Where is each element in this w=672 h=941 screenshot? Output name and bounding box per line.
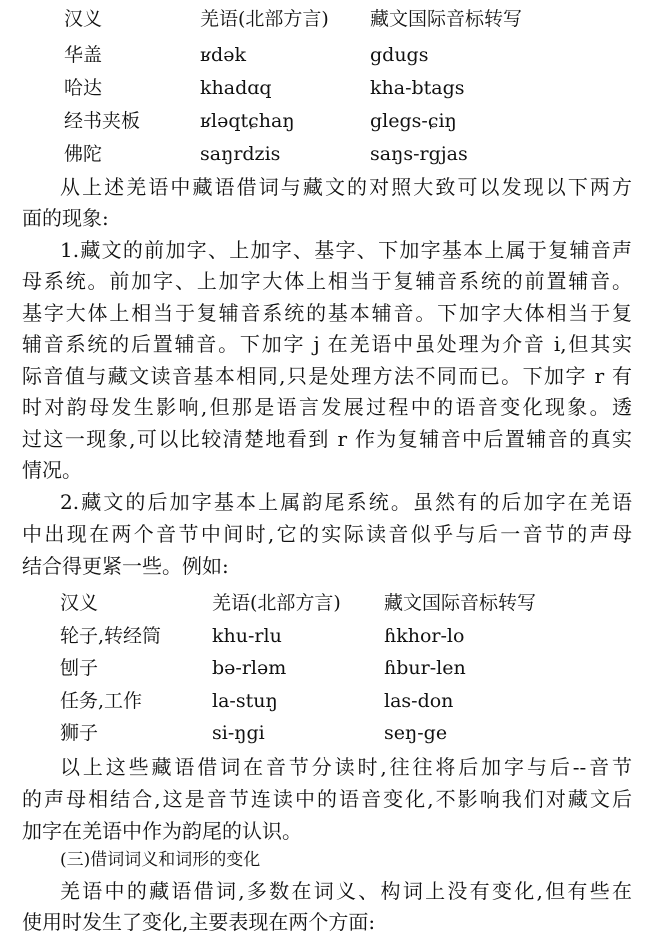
paragraph-line: 辅音系统的后置辅音。下加字 j 在羌语中虽处理为介音 i,但其实 [22,332,632,356]
section-subheading: (三)借词词义和词形的变化 [60,850,261,870]
table1-cell-meaning: 佛陀 [64,143,103,165]
paragraph-line: 的声母相结合,这是音节连读中的语音变化,不影响我们对藏文后 [22,787,632,811]
table1-cell-qiang: ʁləqtɕhaŋ [200,110,295,132]
paragraph-line: 中出现在两个音节中间时,它的实际读音似乎与后一音节的声母 [22,522,632,546]
paragraph-line: 以上这些藏语借词在音节分读时,往往将后加字与后--音节 [60,755,632,779]
table2-cell-meaning: 轮子,转经筒 [60,625,162,647]
table2-cell-tibetan: seŋ-ge [384,722,448,744]
table1-header-tibetan: 藏文国际音标转写 [370,8,523,30]
paragraph-line: 1.藏文的前加字、上加字、基字、下加字基本上属于复辅音声 [60,238,632,262]
table1-cell-meaning: 哈达 [64,77,103,99]
table1-cell-meaning: 华盖 [64,44,103,66]
table2-cell-tibetan: ɦkhor-lo [384,625,465,647]
paragraph-line: 面的现象: [22,206,109,230]
paragraph-line: 际音值与藏文读音基本相同,只是处理方法不同而已。下加字 r 有 [22,364,632,388]
table2-cell-meaning: 任务,工作 [60,690,143,712]
paragraph-line: 基字大体上相当于复辅音系统的基本辅音。下加字大体相当于复 [22,301,632,325]
paragraph-line: 情况。 [22,458,82,482]
table2-cell-meaning: 狮子 [60,722,99,744]
table2-cell-qiang: khu-rlu [212,625,282,647]
table2-cell-meaning: 刨子 [60,657,99,679]
table1-cell-tibetan: saŋs-rgjas [370,143,468,165]
table1-cell-tibetan: glegs-ɕiŋ [370,110,457,132]
paragraph-line: 从上述羌语中藏语借词与藏文的对照大致可以发现以下两方 [60,175,632,199]
table2-header-tibetan: 藏文国际音标转写 [384,592,537,614]
table2-cell-tibetan: ɦbur-len [384,657,466,679]
paragraph-line: 母系统。前加字、上加字大体上相当于复辅音系统的前置辅音。 [22,269,632,293]
table1-cell-meaning: 经书夹板 [64,110,141,132]
paragraph-line: 使用时发生了变化,主要表现在两个方面: [22,910,376,934]
paragraph-line: 羌语中的藏语借词,多数在词义、构词上没有变化,但有些在 [60,879,632,903]
table2-cell-qiang: la-stuŋ [212,690,278,712]
table1-cell-tibetan: kha-btags [370,77,465,99]
table1-cell-qiang: saŋrdzis [200,143,281,165]
table1-cell-qiang: ʁdək [200,44,246,66]
table2-header-qiang: 羌语(北部方言) [212,592,341,614]
paragraph-line: 结合得更紧一些。例如: [22,554,229,578]
paragraph-line: 过这一现象,可以比较清楚地看到 r 作为复辅音中后置辅音的真实 [22,427,632,451]
paragraph-line: 加字在羌语中作为韵尾的认识。 [22,819,302,843]
table1-cell-qiang: khadɑq [200,77,272,99]
table1-cell-tibetan: gdugs [370,44,429,66]
table2-header-meaning: 汉义 [60,592,99,614]
table1-header-meaning: 汉义 [64,8,103,30]
table2-cell-tibetan: las-don [384,690,454,712]
table2-cell-qiang: bə-rləm [212,657,287,679]
paragraph-line: 时对韵母发生影响,但那是语言发展过程中的语音变化现象。透 [22,395,632,419]
table2-cell-qiang: si-ŋgi [212,722,265,744]
table1-header-qiang: 羌语(北部方言) [200,8,329,30]
paragraph-line: 2.藏文的后加字基本上属韵尾系统。虽然有的后加字在羌语 [60,490,632,514]
